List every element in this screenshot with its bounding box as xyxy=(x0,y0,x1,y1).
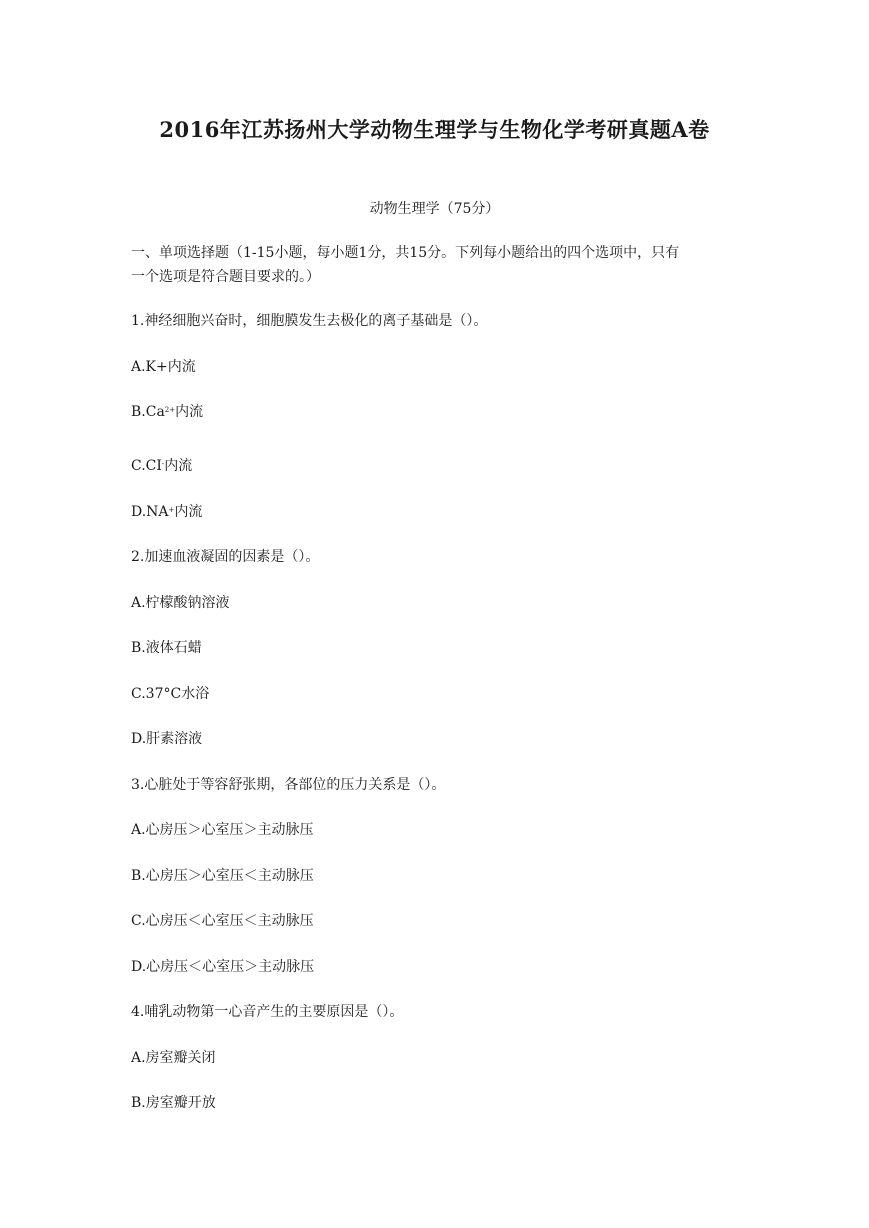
q1-option-b-suffix: 内流 xyxy=(175,404,204,420)
q1-option-c-suffix: 内流 xyxy=(164,458,193,474)
q1-option-b xyxy=(131,402,203,422)
q2-option-d: D.肝素溶液 xyxy=(131,731,203,747)
q1-option-d xyxy=(131,502,202,522)
q2-option-c: C.37°C水浴 xyxy=(131,686,210,702)
q3-option-a: A.心房压＞心室压＞主动脉压 xyxy=(131,822,314,838)
q2-stem: 2.加速血液凝固的因素是（）。 xyxy=(131,549,320,565)
q3-option-b: B.心房压＞心室压＜主动脉压 xyxy=(131,868,314,884)
q1-option-d-superscript: + xyxy=(168,506,175,514)
q1-option-c-superscript: - xyxy=(161,460,165,468)
q1-option-b-prefix: B.Ca xyxy=(131,404,165,420)
q3-option-d: D.心房压＜心室压＞主动脉压 xyxy=(131,959,315,975)
instruction-line-2: 一个选项是符合题目要求的。） xyxy=(131,269,320,285)
q3-option-c: C.心房压＜心室压＜主动脉压 xyxy=(131,913,314,929)
q2-option-a: A.柠檬酸钠溶液 xyxy=(131,595,230,611)
q1-stem: 1.神经细胞兴奋时，细胞膜发生去极化的离子基础是（）。 xyxy=(131,313,488,329)
q1-option-c xyxy=(131,456,192,476)
q4-stem: 4.哺乳动物第一心音产生的主要原因是（）。 xyxy=(131,1004,404,1020)
q4-option-a: A.房室瓣关闭 xyxy=(131,1050,216,1066)
q3-stem: 3.心脏处于等容舒张期，各部位的压力关系是（）。 xyxy=(131,777,446,793)
q2-option-b: B.液体石蜡 xyxy=(131,640,202,656)
q1-option-b-superscript: 2+ xyxy=(164,406,176,414)
page-title: 2016年江苏扬州大学动物生理学与生物化学考研真题A卷 xyxy=(159,117,710,142)
q4-option-b: B.房室瓣开放 xyxy=(131,1095,216,1111)
instruction-text xyxy=(131,241,751,289)
q1-option-d-prefix: D.NA xyxy=(131,504,169,520)
instruction-line-1: 一、单项选择题（1-15小题，每小题1分，共15分。下列每小题给出的四个选项中，只有 xyxy=(131,245,680,261)
q1-option-d-suffix: 内流 xyxy=(174,504,203,520)
q1-option-a: A.K+内流 xyxy=(131,359,196,375)
section-heading: 动物生理学（75分） xyxy=(369,201,500,217)
q1-option-c-prefix: C.CI xyxy=(131,458,162,474)
